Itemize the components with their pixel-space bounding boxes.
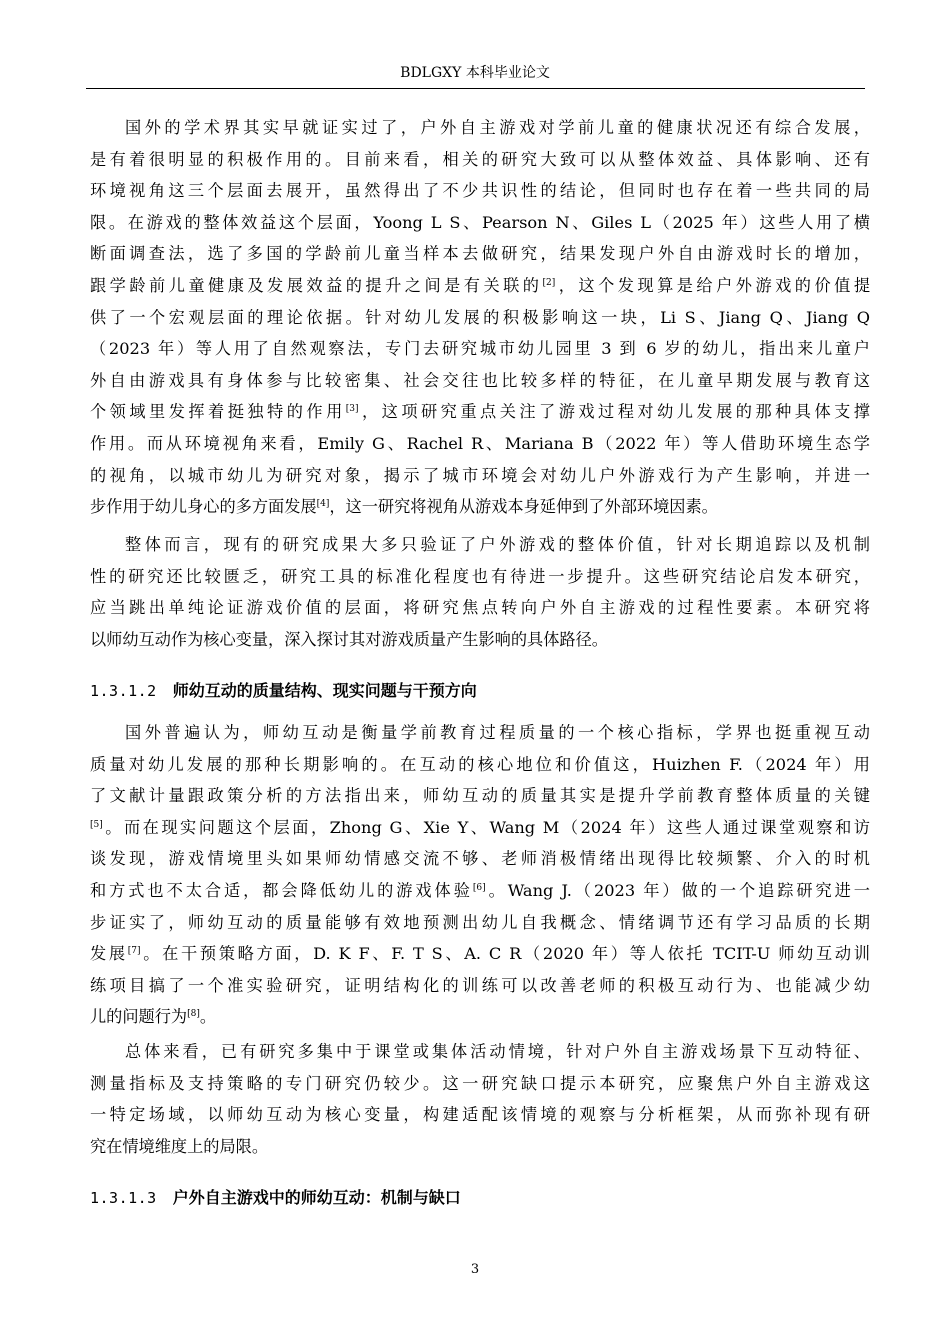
body-paragraph	[90, 1036, 870, 1162]
section-number: 1.3.1.3	[90, 1189, 157, 1207]
text-line	[90, 112, 870, 144]
citation-marker: [2]	[542, 277, 556, 288]
text-run: 性的研究还比较匮乏，研究工具的标准化程度也有待进一步提升。这些研究结论启发本研究，	[90, 566, 870, 586]
text-run: 步证实了，师幼互动的质量能够有效地预测出幼儿自我概念、情绪调节还有学习品质的长期	[90, 912, 870, 932]
text-line	[90, 428, 870, 460]
text-line	[90, 1001, 870, 1033]
text-run: 。Wang J.（2023 年）做的一个追踪研究进一	[485, 880, 870, 900]
running-header: BDLGXY 本科毕业论文	[400, 65, 550, 81]
text-line	[90, 270, 870, 302]
text-line	[90, 938, 870, 970]
text-run: 外自由游戏具有身体参与比较密集、社会交往也比较多样的特征，在儿童早期发展与教育这	[90, 370, 870, 390]
text-line	[90, 238, 870, 270]
section-heading	[90, 1184, 870, 1212]
text-run: 测量指标及支持策略的专门研究仍较少。这一研究缺口提示本研究，应聚焦户外自主游戏这	[90, 1073, 870, 1093]
text-line	[90, 875, 870, 907]
text-run: 断面调查法，选了多国的学龄前儿童当样本去做研究，结果发现户外自由游戏时长的增加，	[90, 244, 870, 264]
text-run: 和方式也不太合适，都会降低幼儿的游戏体验	[90, 880, 473, 900]
text-line	[90, 970, 870, 1002]
citation-marker: [5]	[90, 819, 103, 830]
text-line	[90, 592, 870, 624]
text-run: 一特定场域，以师幼互动为核心变量，构建适配该情境的观察与分析框架，从而弥补现有研	[90, 1105, 870, 1125]
text-line	[90, 812, 870, 844]
text-line	[90, 561, 870, 593]
text-run: 谈发现，游戏情境里头如果师幼情感交流不够、老师消极情绪出现得比较频繁、介入的时机	[90, 849, 870, 869]
citation-marker: [4]	[316, 499, 330, 510]
text-run: 儿的问题行为	[90, 1007, 188, 1027]
text-line	[90, 144, 870, 176]
text-run: 是有着很明显的积极作用的。目前来看，相关的研究大致可以从整体效益、具体影响、还有	[90, 149, 870, 169]
text-run: 。而在现实问题这个层面，Zhong G、Xie Y、Wang M（2024 年）这些人通过课堂观察和访	[102, 817, 870, 837]
text-run: （2023 年）等人用了自然观察法，专门去研究城市幼儿园里 3 到 6 岁的幼儿，指出来儿童户	[90, 339, 870, 359]
text-line	[90, 1131, 870, 1163]
text-run: 的视角，以城市幼儿为研究对象，揭示了城市环境会对幼儿户外游戏行为产生影响，并进一	[90, 465, 870, 485]
text-line	[90, 491, 870, 523]
text-line	[90, 780, 870, 812]
body-paragraph	[90, 529, 870, 655]
text-line	[90, 460, 870, 492]
text-run: 国外普遍认为，师幼互动是衡量学前教育过程质量的一个核心指标，学界也挺重视互动	[125, 723, 870, 742]
citation-marker: [7]	[127, 946, 141, 957]
text-line	[90, 365, 870, 397]
text-run: ，这项研究重点关注了游戏过程对幼儿发展的那种具体支撑	[358, 402, 870, 422]
text-run: ，这个发现算是给户外游戏的价值提	[555, 275, 871, 295]
text-line	[90, 529, 870, 561]
text-line	[90, 302, 870, 334]
citation-marker: [6]	[472, 882, 486, 893]
text-run: 国外的学术界其实早就证实过了，户外自主游戏对学前儿童的健康状况还有综合发展，	[125, 118, 870, 137]
text-run: 以师幼互动作为核心变量，深入探讨其对游戏质量产生影响的具体路径。	[90, 629, 608, 649]
text-line	[90, 843, 870, 875]
text-run: 作用。而从环境视角来看，Emily G、Rachel R、Mariana B（2022 年）等人借助环境生态学	[90, 433, 870, 453]
text-run: 限。在游戏的整体效益这个层面，Yoong L S、Pearson N、Giles L（2025 年）这些人用了横	[90, 212, 870, 232]
text-run: 个领域里发挥着挺独特的作用	[90, 402, 346, 422]
text-line	[90, 907, 870, 939]
text-line	[90, 749, 870, 781]
text-run: 应当跳出单纯论证游戏价值的层面，将研究焦点转向户外自主游戏的过程性要素。本研究将	[90, 598, 870, 618]
text-run: 步作用于幼儿身心的多方面发展	[90, 497, 317, 517]
text-run: ，这一研究将视角从游戏本身延伸到了外部环境因素。	[329, 497, 718, 517]
text-line	[90, 1068, 870, 1100]
text-run: 练项目搞了一个准实验研究，证明结构化的训练可以改善老师的积极互动行为、也能减少幼	[90, 975, 870, 995]
text-run: 供了一个宏观层面的理论依据。针对幼儿发展的积极影响这一块，Li S、Jiang Q、Jiang Q	[90, 307, 870, 327]
page-number: 3	[470, 1262, 480, 1277]
text-line	[90, 624, 870, 656]
text-line	[90, 717, 870, 749]
text-line	[90, 1036, 870, 1068]
text-run: 跟学龄前儿童健康及发展效益的提升之间是有关联的	[90, 275, 543, 295]
section-heading	[90, 677, 870, 705]
section-number: 1.3.1.2	[90, 682, 157, 700]
citation-marker: [8]	[187, 1009, 200, 1020]
text-run: 质量对幼儿发展的那种长期影响的。在互动的核心地位和价值这，Huizhen F.（2024 年）用	[90, 754, 870, 774]
text-run: 。在干预策略方面，D. K F、F. T S、A. C R（2020 年）等人依托 TCIT-U 师幼互动训	[140, 944, 870, 964]
section-title: 师幼互动的质量结构、现实问题与干预方向	[172, 681, 477, 700]
text-line	[90, 207, 870, 239]
text-run: 整体而言，现有的研究成果大多只验证了户外游戏的整体价值，针对长期追踪以及机制	[125, 535, 870, 554]
text-line	[90, 333, 870, 365]
text-line	[90, 1099, 870, 1131]
body-paragraph	[90, 112, 870, 523]
section-title: 户外自主游戏中的师幼互动：机制与缺口	[172, 1188, 461, 1207]
text-line	[90, 175, 870, 207]
text-run: 了文献计量跟政策分析的方法指出来，师幼互动的质量其实是提升学前教育整体质量的关键	[90, 786, 870, 806]
text-run: 总体来看，已有研究多集中于课堂或集体活动情境，针对户外自主游戏场景下互动特征、	[125, 1042, 870, 1061]
body-paragraph	[90, 717, 870, 1033]
citation-marker: [3]	[345, 404, 359, 415]
text-run: 究在情境维度上的局限。	[90, 1136, 269, 1156]
text-line	[90, 396, 870, 428]
text-run: 。	[199, 1007, 217, 1027]
header-rule	[86, 88, 865, 89]
text-run: 发展	[90, 944, 128, 964]
text-run: 环境视角这三个层面去展开，虽然得出了不少共识性的结论，但同时也存在着一些共同的局	[90, 181, 870, 201]
